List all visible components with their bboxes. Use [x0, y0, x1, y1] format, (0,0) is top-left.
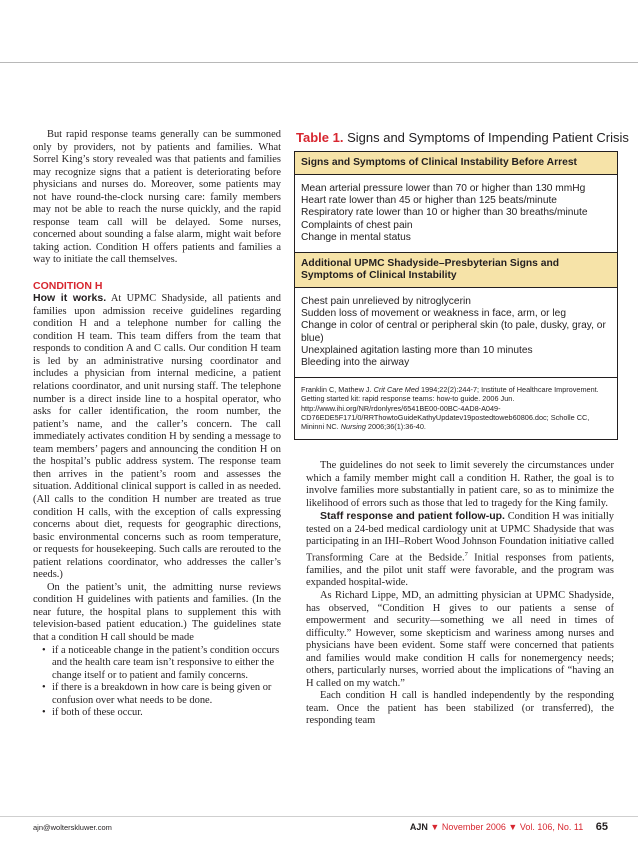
- ref-journal-a: Crit Care Med: [373, 385, 420, 395]
- list-item: Sudden loss of movement or weakness in face, arm, or leg: [301, 308, 567, 320]
- right-paragraph-2-end: Initial responses from patients, families, and the pilot unit staff were favorable, and the program was expanded hospital-wide.: [306, 552, 614, 589]
- list-item: • if there is a breakdown in how care is being given or confusion over what needs to be done.: [33, 682, 281, 707]
- right-paragraph-1: The guidelines do not seek to limit severely the circumstances under which a family member might call a condition H. Rather, the goal is to involve families more substantially in patient care, so as to minimize the likelihood of errors such as those that led to tragedy for the King family.: [306, 460, 614, 509]
- footer-volume: Vol. 106, No. 11: [519, 822, 584, 832]
- list-item: Heart rate lower than 45 or higher than 125 beats/minute: [301, 195, 557, 207]
- ref-journal-b: Nursing: [340, 422, 366, 432]
- table-box: [294, 151, 618, 440]
- table-section-2-list: [295, 288, 617, 377]
- list-item: • if a noticeable change in the patient’s condition occurs and the health care team isn’t responsive to either the change itself or to patient and family concerns.: [33, 645, 281, 683]
- footer-issue: November 2006: [441, 822, 506, 832]
- table-title: [296, 130, 629, 146]
- list-item: Bleeding into the airway: [301, 357, 410, 369]
- right-paragraph-3: As Richard Lippe, MD, an admitting physician at UPMC Shadyside, has observed, “Condition H gives to our patients a sense of empowerment and security—something we all need in times of difficulty.” However, some skepticism and wariness among nurses and physicians have been evident. Some staff were concerned that patients and families would make condition H calls for nonemergency needs; others, particularly nurses, worried about the implications of “having an H called on my watch.”: [306, 589, 614, 689]
- list-item: Change in mental status: [301, 231, 411, 243]
- runin-how-it-works: How it works.: [33, 292, 107, 305]
- ref-part-b: 1994;22(2):244-7; Institute of Healthcare Improvement. Getting started kit: rapid response teams: how-to guide. 2006 Jun. http://www.ihi.org/NR/rdonlyres/6541BE00-00BC-4AD8-A049-CD76EDE5F171/0/RRThowtoGuideKathyUpdatev19postedtoweb60806.doc; Scholle CC, Mininni NC.: [301, 385, 599, 432]
- list-item: Unexplained agitation lasting more than 10 minutes: [301, 344, 533, 356]
- list-item: Respiratory rate lower than 10 or higher than 30 breaths/minute: [301, 207, 588, 219]
- footer-citation: [410, 821, 608, 833]
- ref-part-a: Franklin C, Mathew J.: [301, 385, 374, 395]
- table-section-1-heading: Signs and Symptoms of Clinical Instability Before Arrest: [295, 152, 617, 175]
- citation-superscript: 7: [464, 550, 468, 558]
- list-item: Change in color of central or peripheral skin (to pale, dusky, gray, or blue): [301, 320, 606, 344]
- table-title-text: Signs and Symptoms of Impending Patient Crisis: [347, 130, 629, 145]
- left-paragraph-2: [33, 292, 281, 582]
- page-number: 65: [595, 821, 608, 833]
- list-item: Complaints of chest pain: [301, 219, 413, 231]
- right-column: [306, 460, 614, 728]
- footer-email: ajn@wolterskluwer.com: [33, 823, 112, 832]
- ref-part-c: 2006;36(1):36-40.: [365, 422, 426, 432]
- left-paragraph-1: But rapid response teams generally can be summoned only by providers, not by patients and families. What Sorrel King’s story revealed was that patients and families may recognize signs that a patient is deteriorating before physicians and nurses do. Moreover, some patients may not have round-the-clock nursing care: family members may not be able to reach the nurse quickly, and the rapid response team call will be delayed. Some nurses, concerned about sounding a false alarm, might wait before taking action. Condition H offers patients and families a way to initiate the call themselves.: [33, 129, 281, 266]
- right-paragraph-2-text: Condition H was initially tested on a 24-bed medical cardiology unit at UPMC Shadyside that was participating in an IHI–Robert Wood Johnson Foundation initiative called Transforming Care at the Bedside.: [306, 511, 614, 564]
- section-heading-condition-h: CONDITION H: [33, 279, 103, 292]
- list-item: Mean arterial pressure lower than 70 or higher than 130 mmHg: [301, 183, 586, 194]
- left-paragraph-3: On the patient’s unit, the admitting nurse reviews condition H guidelines with patients and families. (In the near future, the hospital plans to supplement this with television-based patient education.) The guidelines state that a condition H call should be made: [33, 581, 281, 643]
- table-references: [295, 377, 617, 439]
- triangle-separator-icon: ▼: [430, 822, 440, 832]
- top-rule: [0, 62, 638, 63]
- list-item: Chest pain unrelieved by nitroglycerin: [301, 296, 471, 308]
- triangle-separator-icon: ▼: [508, 822, 518, 832]
- footer-rule: [0, 816, 638, 817]
- left-paragraph-2-text: At UPMC Shadyside, all patients and families upon admission receive guidelines regarding condition H and a telephone number for calling the condition H team. This team differs from the team that responds to condition A and C calls. Our condition H team is led by an administrative nursing coordinator and includes a physician from internal medicine, a patient relations coordinator, and unit nursing staff. The telephone number is a direct inside line to a hospital operator, who asks for caller identification, the room number, the patient’s name, and the caller’s concern. The call immediately activates condition H by sending a message to team members’ pagers and announcing the condition H on the hospital’s public address system. The response team then arrives in the patient’s room and assesses the situation. Additional clinical support is called in as needed. (All calls to the condition H number are treated as true condition H calls, with the exception of calls expressing concerns about diet, requests for geographic directions, basic environmental concerns such as room temperature, or requests for housekeeping. Such calls are rerouted to the patient relations coordinator, who addresses the caller’s needs.): [33, 293, 281, 581]
- footer-journal: AJN: [409, 822, 428, 832]
- table-section-2-heading: Additional UPMC Shadyside–Presbyterian Signs and Symptoms of Clinical Instability: [295, 252, 617, 288]
- list-item: • if both of these occur.: [33, 707, 281, 720]
- right-paragraph-2: [306, 510, 614, 590]
- table-section-1-list: [295, 175, 617, 252]
- condition-h-criteria-list: [33, 645, 281, 720]
- runin-staff-response: Staff response and patient follow-up.: [320, 510, 505, 523]
- right-paragraph-4: Each condition H call is handled independently by the responding team. Once the patient has been stabilized (or transferred), the responding team: [306, 690, 614, 727]
- left-column: [33, 129, 281, 720]
- table-number: Table 1.: [296, 130, 344, 145]
